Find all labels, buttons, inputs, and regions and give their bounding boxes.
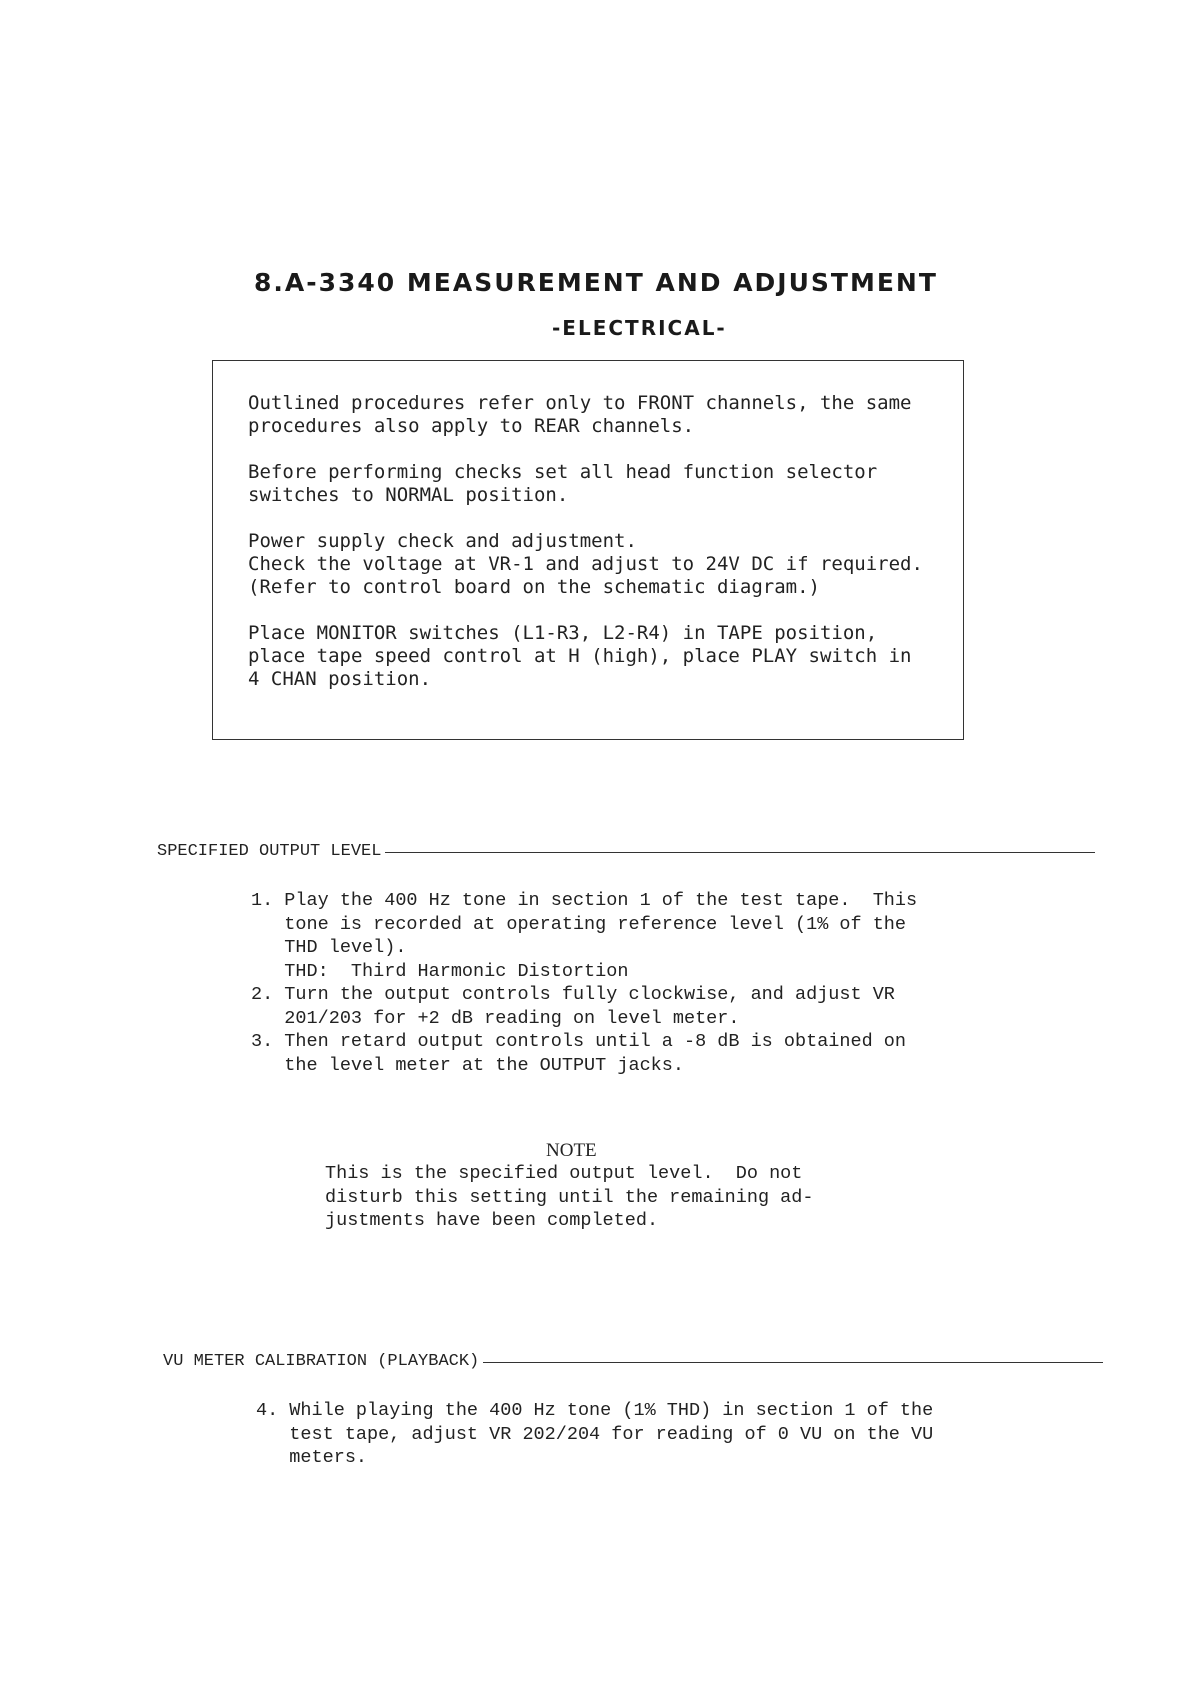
notice-paragraph-power-supply: Power supply check and adjustment. Check the voltage at VR-1 and adjust to 24V DC if required. (Refer to control board on the schematic diagram.) — [248, 530, 923, 598]
step-3: 3. Then retard output controls until a -8 dB is obtained on the level meter at the OUTPUT jacks. — [251, 1031, 907, 1076]
note-title: NOTE — [546, 1140, 597, 1161]
section-heading-output-level-text: SPECIFIED OUTPUT LEVEL — [157, 842, 382, 861]
section-rule — [483, 1362, 1103, 1363]
notice-paragraph-head-selector: Before performing checks set all head function selector switches to NORMAL position. — [248, 461, 878, 506]
section-heading-output-level — [157, 842, 1095, 861]
section-heading-vu-meter-text: VU METER CALIBRATION (PLAYBACK) — [163, 1352, 480, 1371]
section-rule — [385, 852, 1095, 853]
notice-paragraph-front-rear: Outlined procedures refer only to FRONT channels, the same procedures also apply to REAR channels. — [248, 392, 912, 437]
page-subtitle: -ELECTRICAL- — [552, 316, 727, 340]
step-2: 2. Turn the output controls fully clockwise, and adjust VR 201/203 for +2 dB reading on level meter. — [251, 984, 895, 1029]
note-body: This is the specified output level. Do not disturb this setting until the remaining ad- justments have been completed. — [325, 1163, 814, 1231]
step-4: 4. While playing the 400 Hz tone (1% THD) in section 1 of the test tape, adjust VR 202/204 for reading of 0 VU on the VU meters. — [256, 1400, 934, 1468]
notice-paragraph-monitor-switches: Place MONITOR switches (L1-R3, L2-R4) in TAPE position, place tape speed control at H (high), place PLAY switch in 4 CHAN position. — [248, 622, 912, 690]
section-heading-vu-meter — [163, 1352, 1103, 1371]
page-title: 8.A-3340 MEASUREMENT AND ADJUSTMENT — [254, 268, 938, 297]
step-1: 1. Play the 400 Hz tone in section 1 of the test tape. This tone is recorded at operating reference level (1% of the THD level). THD: Third Harmonic Distortion — [251, 890, 918, 982]
